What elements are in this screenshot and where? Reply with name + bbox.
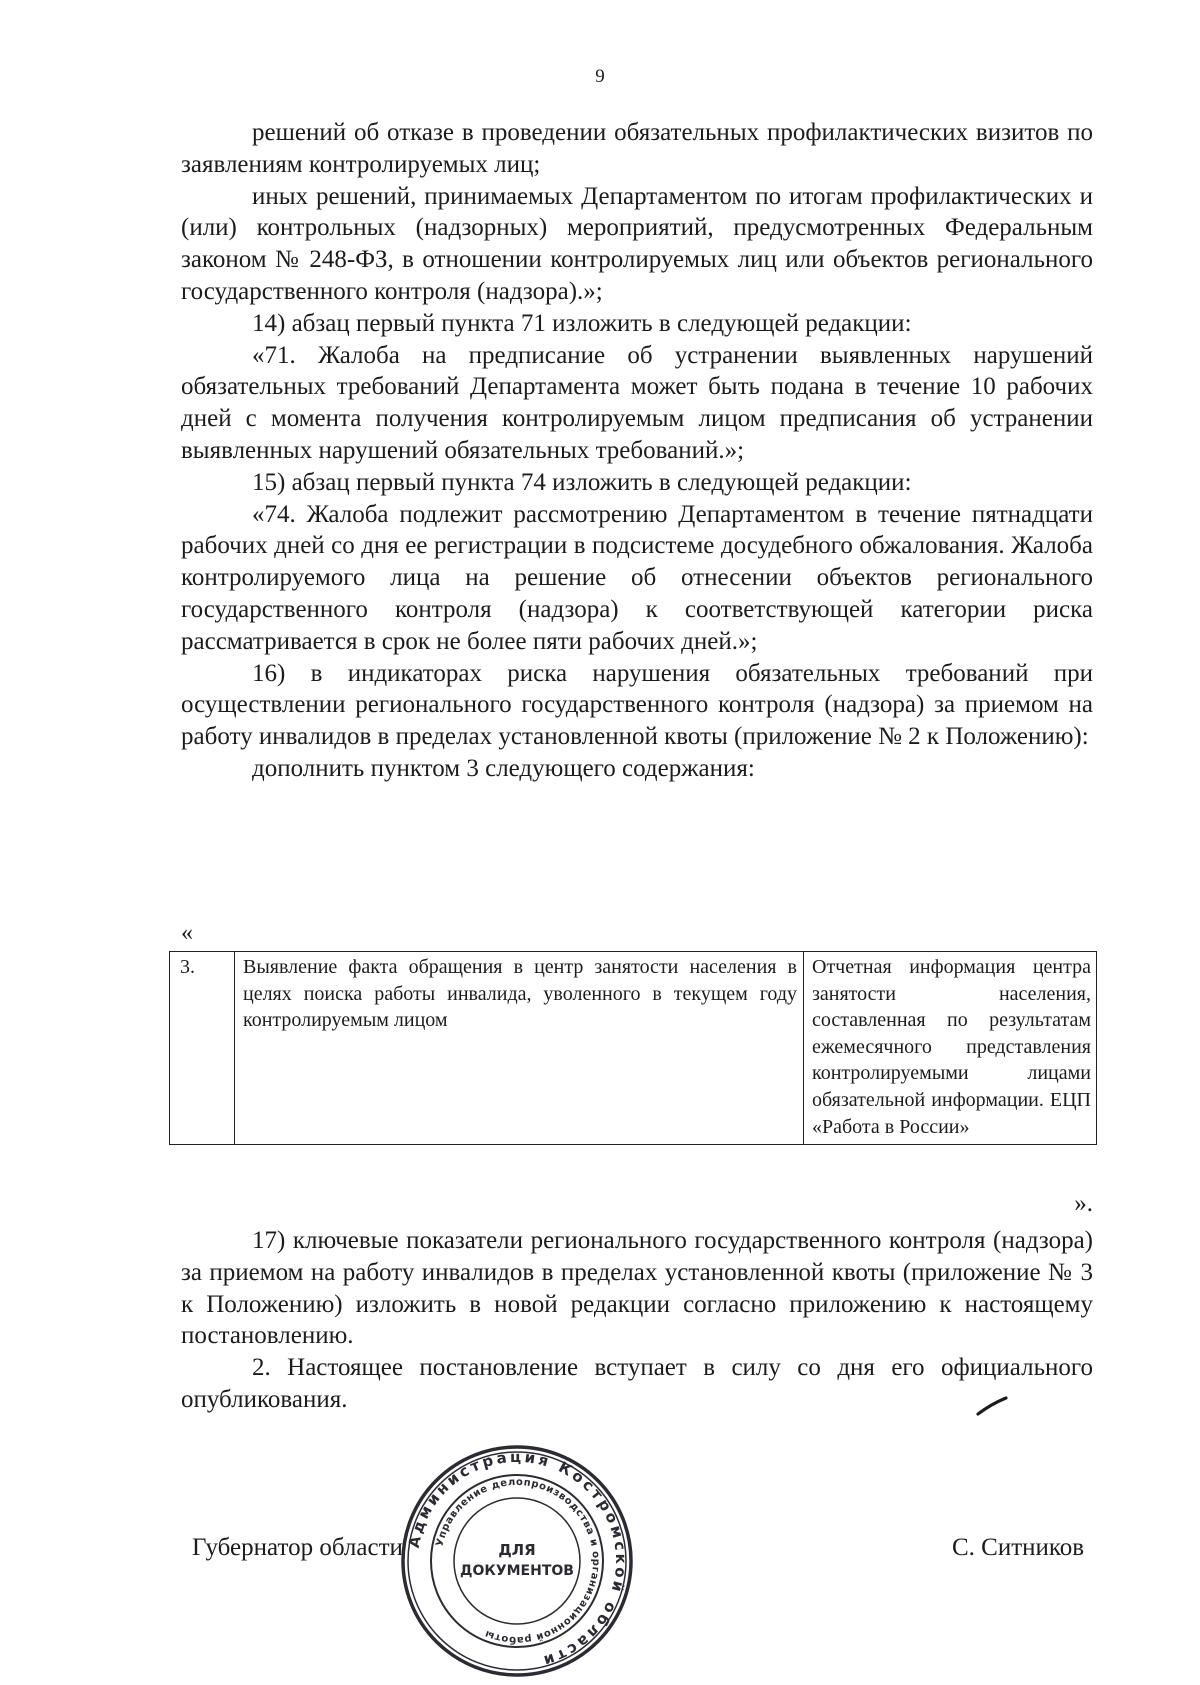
indicator-table bbox=[169, 951, 1097, 1145]
signature-name: С. Ситников bbox=[952, 1534, 1085, 1561]
page-number: 9 bbox=[595, 66, 605, 87]
signature-mark bbox=[976, 1396, 1008, 1416]
stamp-center-line-2: ДОКУМЕНТОВ bbox=[460, 1563, 574, 1579]
paragraph: 2. Настоящее постановление вступает в силу со дня его официального опубликования. bbox=[181, 1354, 1093, 1413]
row-number-cell: 3. bbox=[170, 952, 235, 1145]
paragraph: «71. Жалоба на предписание об устранении выявленных нарушений обязательных требований Департамента может быть подана в течение 10 рабочих дней с момента получения контролируемым лицом предписания об устранении выявленных нарушений обязательных требований.»; bbox=[181, 341, 1093, 464]
svg-text:Управление делопроизводства и bbox=[434, 1477, 601, 1646]
paragraph: 17) ключевые показатели регионального государственного контроля (надзора) за приемом на работу инвалидов в пределах установленной квоты (приложение № 3 к Положению) изложить в новой редакции согласно приложению к настоящему постановлению. bbox=[181, 1227, 1093, 1350]
table-open-quote: « bbox=[181, 920, 193, 946]
row-description-cell: Выявление факта обращения в центр занятости населения в целях поиска работы инвалида, уволенного в текущем году контролируемым лицом bbox=[235, 952, 804, 1145]
official-stamp bbox=[399, 1443, 635, 1679]
paragraph: 15) абзац первый пункта 74 изложить в следующей редакции: bbox=[252, 468, 912, 496]
paragraph: дополнить пунктом 3 следующего содержания: bbox=[252, 754, 755, 782]
body-text-continued bbox=[181, 1225, 1093, 1416]
paragraph: решений об отказе в проведении обязательных профилактических визитов по заявлениям контролируемых лиц; bbox=[181, 119, 1093, 178]
paragraph: 16) в индикаторах риска нарушения обязательных требований при осуществлении регионального государственного контроля (надзора) за приемом на работу инвалидов в пределах установленной квоты (приложение № 2 к Положению): bbox=[181, 659, 1093, 751]
signature-title: Губернатор области bbox=[192, 1534, 403, 1561]
paragraph: 14) абзац первый пункта 71 изложить в следующей редакции: bbox=[252, 309, 912, 337]
paragraph: «74. Жалоба подлежит рассмотрению Департаментом в течение пятнадцати рабочих дней со дня ее регистрации в подсистеме досудебного обжалования. Жалоба контролируемого лица на решение об отнесении объектов регионального государственного контроля (надзора) к соответствующей категории риска рассматривается в срок не более пяти рабочих дней.»; bbox=[181, 500, 1093, 655]
table-close-quote: ». bbox=[1074, 1190, 1093, 1217]
paragraph: иных решений, принимаемых Департаментом по итогам профилактических и (или) контрольных (надзорных) мероприятий, предусмотренных Федеральным законом № 248-ФЗ, в отношении контролируемых лиц или объектов регионального государственного контроля (надзора).»; bbox=[181, 182, 1093, 305]
stamp-outer-text: Администрация Костромской области bbox=[404, 1447, 631, 1671]
stamp-center-line-1: ДЛЯ bbox=[498, 1541, 536, 1559]
stamp-inner-text: Управление делопроизводства и организационной работы bbox=[434, 1476, 602, 1646]
table-row bbox=[170, 952, 1097, 1145]
body-text bbox=[181, 117, 1093, 785]
row-source-cell: Отчетная информация центра занятости населения, составленная по результатам ежемесячного представления контролируемыми лицами обязательной информации. ЕЦП «Работа в России» bbox=[804, 952, 1097, 1145]
